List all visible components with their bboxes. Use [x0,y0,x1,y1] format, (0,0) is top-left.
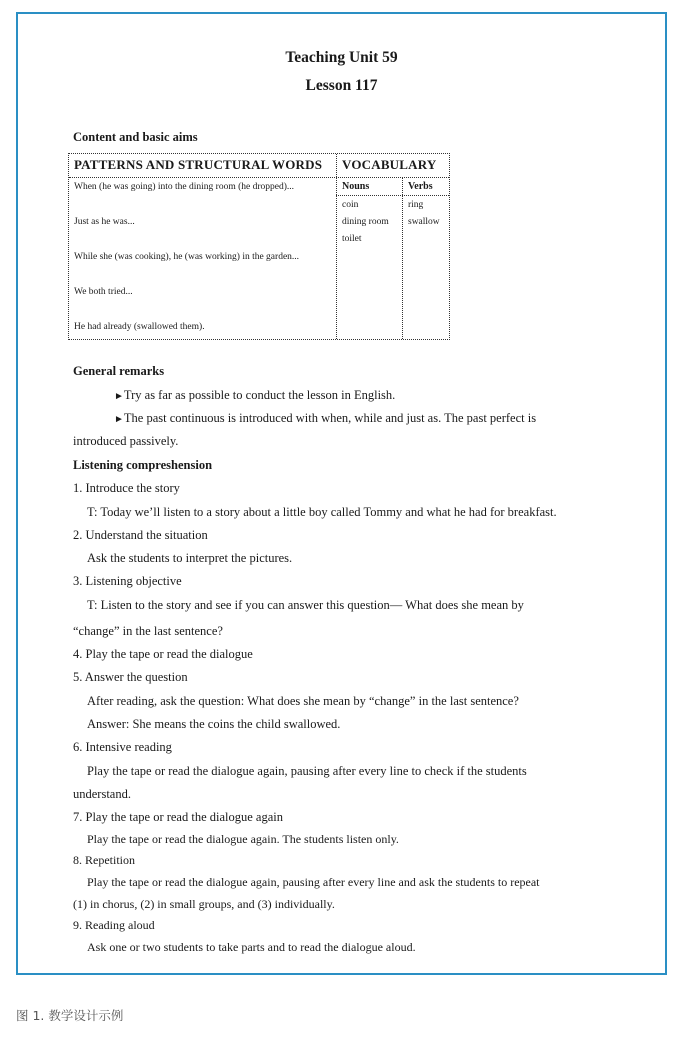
step-detail: After reading, ask the question: What does she mean by “change” in the last sentence? [87,694,519,708]
step-title: 4. Play the tape or read the dialogue [73,647,253,661]
pattern-item: Just as he was... [74,217,135,227]
pattern-item: He had already (swallowed them). [74,322,205,332]
step-title: 5. Answer the question [73,670,188,684]
step-detail: T: Listen to the story and see if you can answer this question— What does she mean by [87,598,524,612]
step-title: 3. Listening objective [73,574,182,588]
patterns-header: PATTERNS AND STRUCTURAL WORDS [74,157,323,172]
step-detail: T: Today we’ll listen to a story about a little boy called Tommy and what he had for breakfast. [87,505,557,519]
pattern-item: When (he was going) into the dining room (he dropped)... [74,182,295,192]
aims-table [68,153,450,340]
verb-item: ring [408,200,424,210]
vocabulary-header: VOCABULARY [342,157,437,172]
step-detail: Answer: She means the coins the child swallowed. [87,717,341,731]
listening-heading: Listening compreshension [73,458,213,472]
aims-heading: Content and basic aims [73,130,198,144]
remark-line [114,411,536,426]
step-detail: Ask the students to interpret the pictures. [87,551,293,565]
verbs-header: Verbs [408,181,433,192]
lesson-plan-page [18,14,665,973]
table-divider [69,177,449,178]
step-title: 6. Intensive reading [73,740,172,754]
step-detail: Ask one or two students to take parts and to read the dialogue aloud. [87,940,416,954]
unit-title: Teaching Unit 59 [285,49,398,66]
step-detail: understand. [73,787,131,801]
step-detail: Play the tape or read the dialogue again. The students listen only. [87,832,399,846]
step-title: 7. Play the tape or read the dialogue again [73,810,283,824]
lesson-title: Lesson 117 [305,77,378,94]
document-frame [16,12,667,975]
pattern-item: While she (was cooking), he (was working) in the garden... [74,252,300,262]
step-detail: Play the tape or read the dialogue again, pausing after every line to check if the students [87,764,527,778]
step-detail: “change” in the last sentence? [73,624,223,638]
nouns-header: Nouns [342,181,370,192]
pattern-item: We both tried... [74,287,133,297]
noun-item: dining room [342,217,389,227]
step-title: 2. Understand the situation [73,528,208,542]
general-remarks-heading: General remarks [73,364,165,378]
step-detail: Play the tape or read the dialogue again, pausing after every line and ask the students to repeat [87,875,540,889]
remark-line: introduced passively. [73,434,179,448]
table-divider [336,154,337,339]
verb-item: swallow [408,217,440,227]
step-title: 8. Repetition [73,853,135,867]
remark-line [114,388,395,403]
noun-item: coin [342,200,359,210]
step-title: 1. Introduce the story [73,481,180,495]
remark-text: Try as far as possible to conduct the lesson in English. [123,388,396,402]
table-divider [336,195,449,196]
triangle-bullet-icon: ► [114,414,124,425]
table-divider [402,177,403,339]
noun-item: toilet [342,234,362,244]
figure-caption: 图 1. 教学设计示例 [16,1008,124,1023]
triangle-bullet-icon: ► [114,391,124,402]
step-title: 9. Reading aloud [73,918,155,932]
remark-text: The past continuous is introduced with when, while and just as. The past perfect is [123,411,537,425]
step-detail: (1) in chorus, (2) in small groups, and (3) individually. [73,897,335,911]
